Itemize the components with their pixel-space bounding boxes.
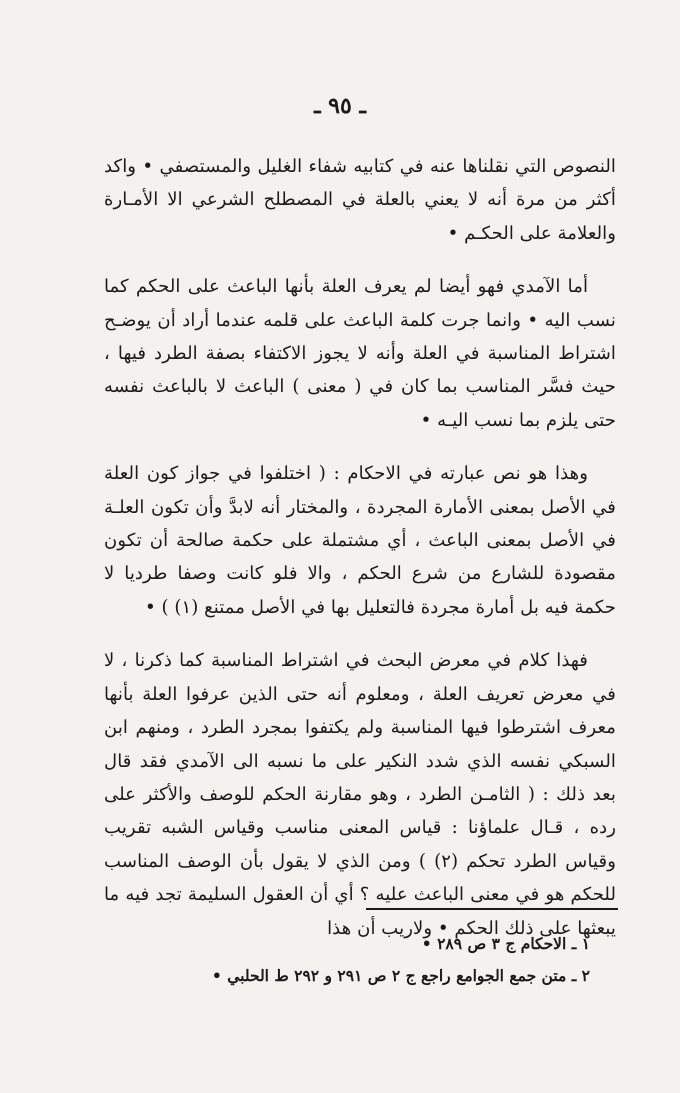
paragraph-2: أما الآمدي فهو أيضا لم يعرف العلة بأنها الباعث على الحكم كما نسب اليه • وانما جرت كلمة الباعث على قلمه عندما أراد أن يوضـح اشتراط المناسبة في العلة وأنه لا يجوز الاكتفاء بصفة الطرد فيها ، حيث فسَّر المناسب بما كان في ( معنى ) الباعث لا بالباعث نفسه حتى يلزم بما نسب اليـه • [104,276,616,431]
footnote-1: ١ ـ الاحكام ج ٣ ص ٢٨٩ • [421,934,590,953]
footnote-divider [366,908,618,910]
footnotes [104,928,590,992]
page-number: ـ ٩٥ ـ [314,93,366,119]
footnote-2: ٢ ـ متن جمع الجوامع راجع ج ٢ ص ٢٩١ و ٢٩٢ ط الحلبي • [211,966,590,985]
body-text [104,150,616,965]
paragraph-4: فهذا كلام في معرض البحث في اشتراط المناسبة كما ذكرنا ، لا في معرض تعريف العلة ، ومعلوم أنه حتى الذين عرفوا العلة بأنها معرف اشترطوا فيها المناسبة ولم يكتفوا بمجرد الطرد ، ومنهم ابن السبكي نفسه الذي شدد النكير على ما نسبه الى الآمدي فقد قال بعد ذلك : ( الثامـن الطرد ، وهو مقارنة الحكم للوصف والأكثر على رده ، قـال علماؤنا : قياس المعنى مناسب وقياس الشبه تقريب وقياس الطرد تحكم (٢) ) ومن الذي لا يقول بأن الوصف المناسب للحكم هو في معنى الباعث عليه ؟ أي أن العقول السليمة تجد فيه ما يبعثها على ذلك الحكم • ولاريب أن هذا [104,650,617,939]
paragraph-3: وهذا هو نص عبارته في الاحكام : ( اختلفوا في جواز كون العلة في الأصل بمعنى الأمارة المجردة ، والمختار أنه لابدَّ وأن تكون العلـة في الأصل بمعنى الباعث ، أي مشتملة على حكمة صالحة أن تكون مقصودة للشارع من شرع الحكم ، والا فلو كانت وصفا طرديا لا حكمة فيه بل أمارة مجردة فالتعليل بها في الأصل ممتنع (١) ) • [104,463,616,618]
paragraph-1: النصوص التي نقلناها عنه في كتابيه شفاء الغليل والمستصفي • واكد أكثر من مرة أنه لا يعني بالعلة في المصطلح الشرعي الا الأمـارة والعلامة على الحكـم • [104,156,616,244]
